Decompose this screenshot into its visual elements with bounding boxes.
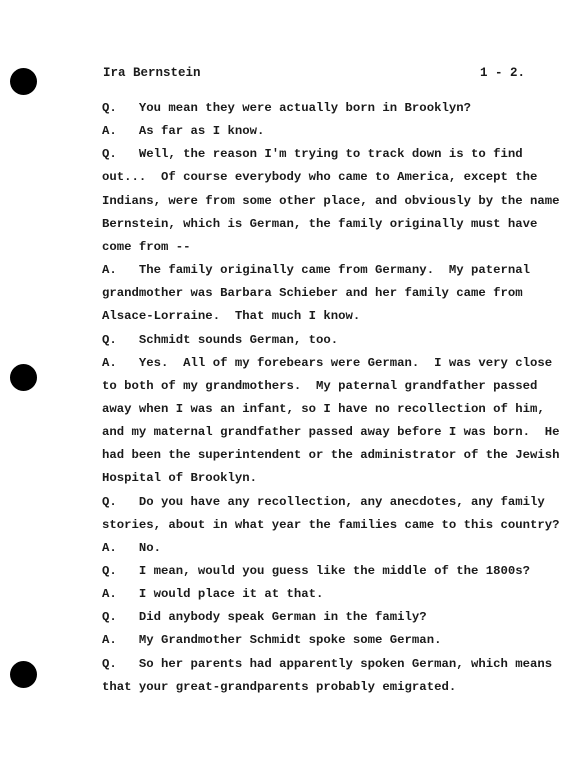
transcript-line: to both of my grandmothers. My paternal grandfather passed bbox=[102, 378, 538, 393]
transcript-line: out... Of course everybody who came to America, except the bbox=[102, 170, 538, 185]
binder-hole-bottom bbox=[10, 661, 37, 688]
transcript-line: Bernstein, which is German, the family originally must have bbox=[102, 216, 538, 231]
transcript-line: A. Yes. All of my forebears were German. I was very close bbox=[102, 355, 553, 370]
transcript-line: stories, about in what year the families came to this country? bbox=[102, 517, 560, 532]
transcript-line: Q. I mean, would you guess like the middle of the 1800s? bbox=[102, 564, 531, 578]
page-number: 1 - 2. bbox=[480, 66, 526, 80]
transcript-line: A. No. bbox=[102, 540, 162, 555]
transcript-line: Indians, were from some other place, and obviously by the name bbox=[102, 193, 560, 208]
transcript-line: Hospital of Brooklyn. bbox=[102, 471, 257, 486]
transcript-line: Q. Well, the reason I'm trying to track down is to find bbox=[102, 147, 523, 162]
transcript-line: grandmother was Barbara Schieber and her family came from bbox=[102, 286, 523, 301]
transcript-line: had been the superintendent or the administrator of the Jewish bbox=[102, 448, 560, 463]
transcript-line: and my maternal grandfather passed away before I was born. He bbox=[102, 425, 560, 440]
transcript-line: A. The family originally came from Germany. My paternal bbox=[102, 263, 531, 278]
transcript-line: Q. You mean they were actually born in Brooklyn? bbox=[102, 101, 471, 115]
transcript-line: come from -- bbox=[102, 239, 191, 254]
interviewee-name: Ira Bernstein bbox=[103, 66, 201, 80]
binder-hole-top bbox=[10, 68, 37, 95]
transcript-line: Q. So her parents had apparently spoken German, which means bbox=[102, 656, 553, 671]
transcript-line: A. My Grandmother Schmidt spoke some German. bbox=[102, 633, 442, 648]
transcript-line: Q. Schmidt sounds German, too. bbox=[102, 332, 339, 347]
transcript-line: Q. Did anybody speak German in the family? bbox=[102, 610, 427, 625]
transcript-line: A. I would place it at that. bbox=[102, 587, 324, 602]
transcript-line: that your great-grandparents probably emigrated. bbox=[102, 679, 457, 694]
transcript-line: A. As far as I know. bbox=[102, 124, 265, 139]
binder-hole-middle bbox=[10, 364, 37, 391]
transcript-line: Alsace-Lorraine. That much I know. bbox=[102, 309, 361, 324]
transcript-line: Q. Do you have any recollection, any anecdotes, any family bbox=[102, 494, 545, 509]
transcript-line: away when I was an infant, so I have no recollection of him, bbox=[102, 401, 545, 416]
